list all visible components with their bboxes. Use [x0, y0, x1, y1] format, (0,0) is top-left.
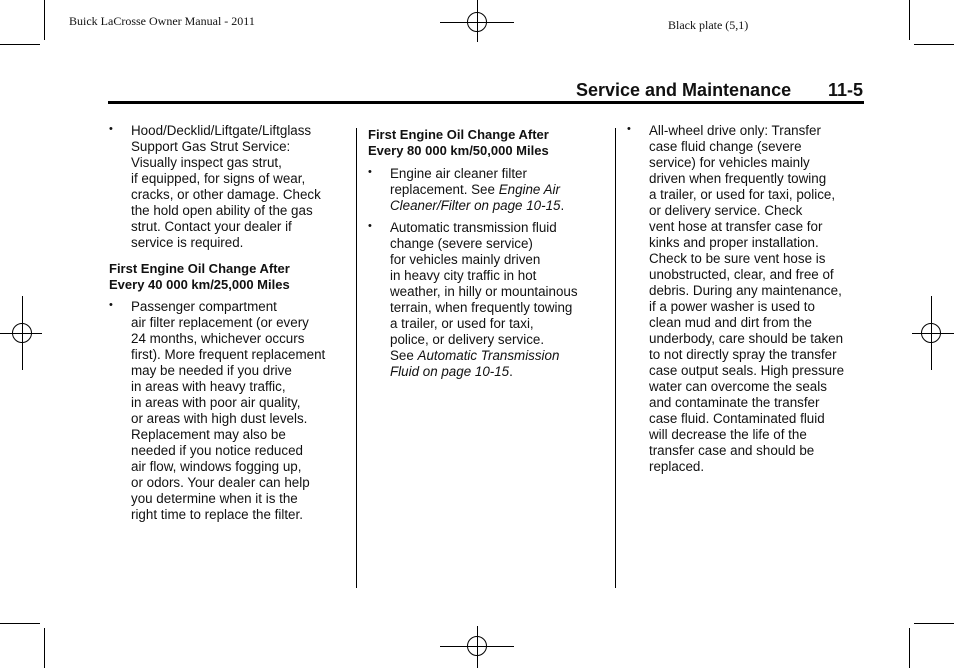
manual-title: Buick LaCrosse Owner Manual - 2011: [69, 14, 255, 28]
column-divider: [615, 128, 616, 588]
crop-mark: [44, 628, 45, 668]
bullet: •: [368, 220, 372, 232]
crop-mark: [909, 628, 910, 668]
cross-reference-link[interactable]: Cleaner/Filter on page 10-15: [390, 198, 561, 213]
section-heading: First Engine Oil Change After Every 40 000 km/25,000 Miles: [109, 261, 290, 292]
cross-reference-link[interactable]: Engine Air: [498, 182, 560, 197]
list-item: • Engine air cleaner filter replacement. See Engine Air Cleaner/Filter on page 10-15.: [368, 166, 565, 213]
plate-label: Black plate (5,1): [668, 18, 749, 32]
bullet: •: [368, 166, 372, 178]
bullet: •: [109, 299, 113, 311]
crop-mark: [914, 44, 954, 45]
section-title: Service and Maintenance: [576, 80, 792, 100]
column-divider: [356, 128, 357, 588]
list-item: • All-wheel drive only: Transfer case fluid change (severe service) for vehicles mainly driven when frequently towing a trailer, or used for taxi, police, or delivery service. Check vent hose at transfer case for kinks and proper installation. Check to be sure vent hose is unobstructed, clear, and free of debris. During any maintenance, if a power washer is used to clean mud and dirt from the underbody, care should be taken to not directly spray the transfer case output seals. High pressure water can overcome the seals and contaminate the transfer case fluid. Contaminated fluid will decrease the life of the transfer case and should be replaced.: [627, 123, 845, 474]
list-item: • Hood/Decklid/Liftgate/Liftglass Support Gas Strut Service: Visually inspect gas strut, if equipped, for signs of wear, cracks, or other damage. Check the hold open ability of the gas strut. Contact your dealer if service is required.: [109, 123, 321, 250]
column-2: [368, 127, 608, 380]
section-heading: First Engine Oil Change After Every 80 000 km/50,000 Miles: [368, 127, 549, 158]
list-item: • Automatic transmission fluid change (severe service) for vehicles mainly driven in heavy city traffic in hot weather, in hilly or mountainous terrain, when frequently towing a trailer, or used for taxi, police, or delivery service. See Automatic Transmission Fluid on page 10-15.: [368, 220, 578, 379]
bullet: •: [109, 123, 113, 135]
column-3: [627, 123, 872, 475]
crop-mark: [0, 44, 40, 45]
column-1: [109, 123, 349, 523]
header-rule: [108, 101, 864, 104]
bullet: •: [627, 123, 631, 135]
crop-mark: [909, 0, 910, 40]
crop-mark: [44, 0, 45, 40]
cross-reference-link[interactable]: Fluid on page 10-15: [390, 364, 510, 379]
list-item: • Passenger compartment air filter replacement (or every 24 months, whichever occurs first). More frequent replacement may be needed if you drive in areas with heavy traffic, in areas with poor air quality, or areas with high dust levels. Replacement may also be needed if you notice reduced air flow, windows fogging up, or odors. Your dealer can help you determine when it is the right time to replace the filter.: [109, 299, 326, 522]
crop-mark: [914, 623, 954, 624]
crop-mark: [0, 623, 40, 624]
page-number: 11-5: [828, 80, 864, 100]
cross-reference-link[interactable]: Automatic Transmission: [417, 348, 560, 363]
